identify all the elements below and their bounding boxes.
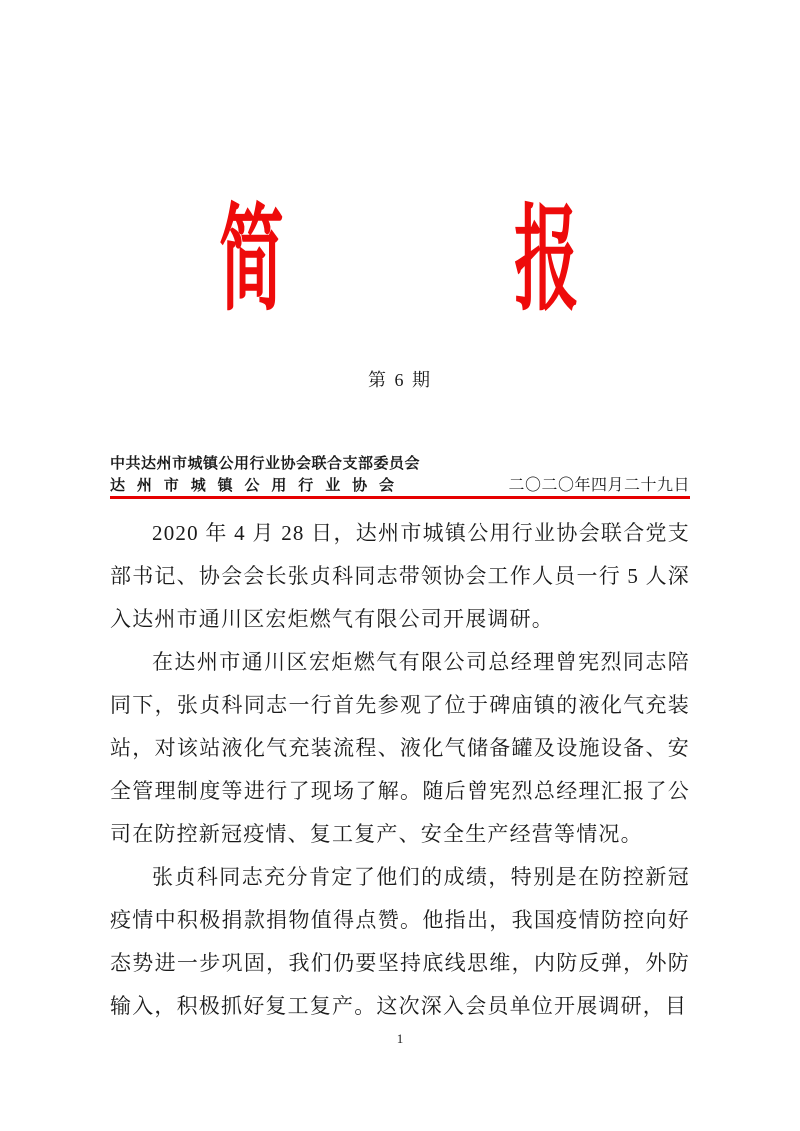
org-line-association: 达州市城镇公用行业协会 [110, 477, 394, 494]
org-line-party-committee: 中共达州市城镇公用行业协会联合支部委员会 [110, 455, 421, 472]
body-paragraph-3: 张贞科同志充分肯定了他们的成绩，特别是在防控新冠疫情中积极捐款捐物值得点赞。他指出，我国疫情防控向好态势进一步巩固，我们仍要坚持底线思维，内防反弹，外防输入，积极抓好复工复产。这次深入会员单位开展调研，目 [110, 865, 690, 1018]
issue-number: 第 6 期 [368, 370, 432, 390]
page-number: 1 [396, 1031, 404, 1046]
document-body [110, 512, 690, 1028]
body-paragraph-1: 2020 年 4 月 28 日，达州市城镇公用行业协会联合党支部书记、协会会长张贞科同志带领协会工作人员一行 5 人深入达州市通川区宏炬燃气有限公司开展调研。 [110, 521, 690, 631]
issue-date: 二〇二〇年四月二十九日 [508, 477, 690, 494]
bulletin-title [194, 197, 604, 324]
bulletin-title-char-right: 报 [514, 197, 579, 324]
red-divider-rule [110, 496, 690, 499]
masthead-second-row [110, 476, 690, 496]
body-paragraph-2: 在达州市通川区宏炬燃气有限公司总经理曾宪烈同志陪同下，张贞科同志一行首先参观了位于碑庙镇的液化气充装站，对该站液化气充装流程、液化气储备罐及设施设备、安全管理制度等进行了现场了解。随后曾宪烈总经理汇报了公司在防控新冠疫情、复工复产、安全生产经营等情况。 [110, 650, 690, 846]
bulletin-title-char-left: 简 [219, 197, 284, 324]
masthead [110, 454, 690, 496]
